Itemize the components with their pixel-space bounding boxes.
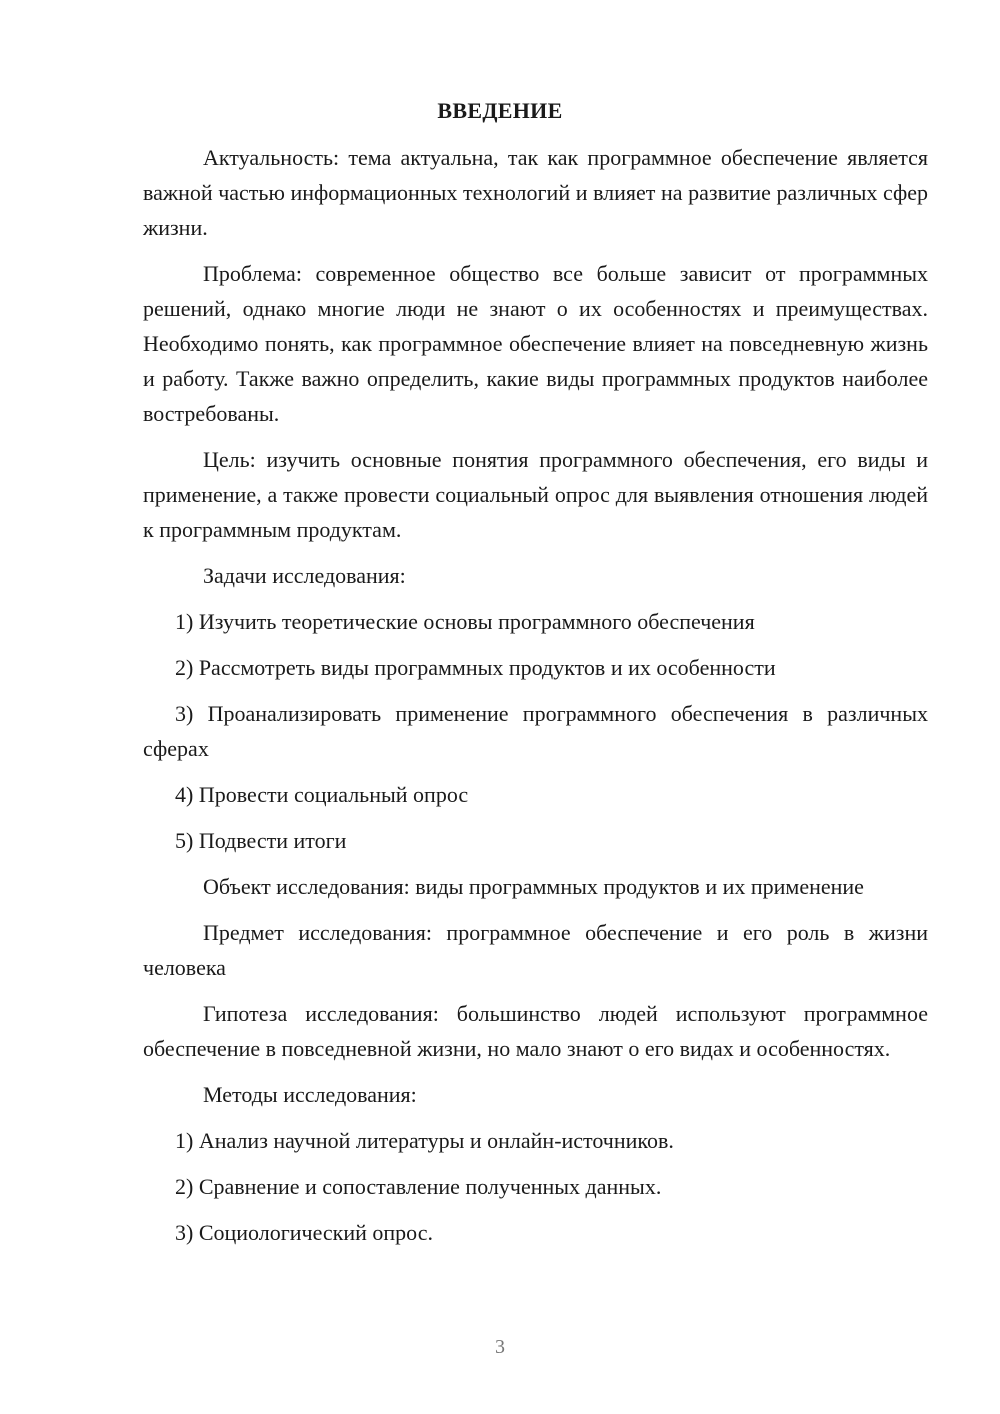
task-item: 2) Рассмотреть виды программных продуктов и их особенности — [175, 655, 776, 680]
goal-paragraph: Цель: изучить основные понятия программного обеспечения, его виды и применение, а также провести социальный опрос для выявления отношения людей к программным продуктам. — [143, 447, 928, 542]
hypothesis-paragraph: Гипотеза исследования: большинство людей используют программное обеспечение в повседневной жизни, но мало знают о его видах и особенностях. — [143, 1001, 928, 1061]
relevance-paragraph: Актуальность: тема актуальна, так как программное обеспечение является важной частью информационных технологий и влияет на развитие различных сфер жизни. — [143, 145, 928, 240]
subject-paragraph: Предмет исследования: программное обеспечение и его роль в жизни человека — [143, 920, 928, 980]
page-number: 3 — [495, 1336, 505, 1358]
methods-heading: Методы исследования: — [203, 1082, 417, 1107]
page-title: ВВЕДЕНИЕ — [437, 98, 563, 123]
task-item: 1) Изучить теоретические основы программного обеспечения — [175, 609, 755, 634]
method-item: 1) Анализ научной литературы и онлайн-источников. — [175, 1128, 674, 1153]
object-paragraph: Объект исследования: виды программных продуктов и их применение — [203, 874, 864, 899]
task-item: 4) Провести социальный опрос — [175, 782, 469, 807]
method-item: 3) Социологический опрос. — [175, 1220, 433, 1245]
method-item: 2) Сравнение и сопоставление полученных данных. — [175, 1174, 662, 1199]
document-body — [143, 140, 928, 1261]
tasks-heading: Задачи исследования: — [203, 563, 406, 588]
problem-paragraph: Проблема: современное общество все больше зависит от программных решений, однако многие люди не знают о их особенностях и преимуществах. Необходимо понять, как программное обеспечение влияет на повседневную жизнь и работу. Также важно определить, какие виды программных продуктов наиболее востребованы. — [143, 261, 928, 426]
task-item: 5) Подвести итоги — [175, 828, 347, 853]
task-item: 3) Проанализировать применение программного обеспечения в различных сферах — [143, 701, 928, 761]
